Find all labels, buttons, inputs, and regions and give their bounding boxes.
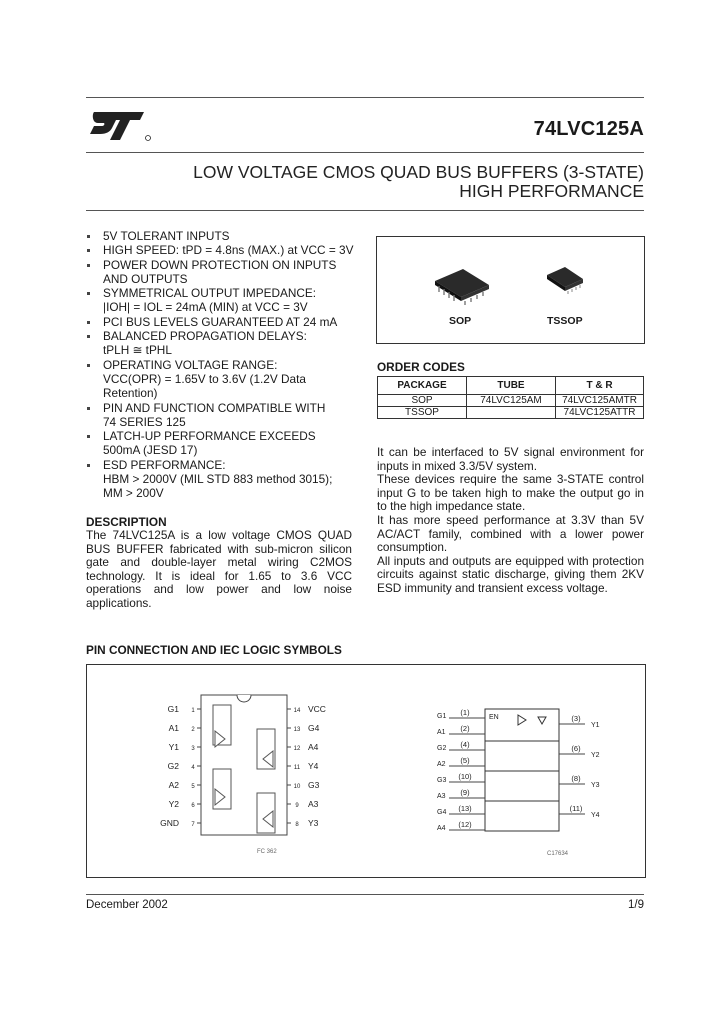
feature-item: POWER DOWN PROTECTION ON INPUTS AND OUTPUTS bbox=[86, 258, 366, 287]
order-codes-heading: ORDER CODES bbox=[377, 360, 465, 374]
feature-item: BALANCED PROPAGATION DELAYS: tPLH ≅ tPHL bbox=[86, 329, 366, 358]
table-cell: 74LVC125ATTR bbox=[556, 407, 644, 419]
iec-input-name: G4 bbox=[437, 809, 447, 816]
iec-input-number: (13) bbox=[458, 804, 472, 813]
pin-number: 6 bbox=[191, 803, 195, 809]
column-header: TUBE bbox=[467, 377, 556, 395]
pin-name: G1 bbox=[167, 704, 179, 714]
top-rule bbox=[86, 97, 644, 98]
right-pin-group bbox=[287, 704, 326, 828]
footer-date: December 2002 bbox=[86, 899, 168, 911]
pin-name: G4 bbox=[308, 723, 320, 733]
footer-page: 1/9 bbox=[628, 899, 644, 911]
pin-name: Y1 bbox=[168, 742, 179, 752]
feature-item: OPERATING VOLTAGE RANGE: VCC(OPR) = 1.65V to 3.6V (1.2V Data Retention) bbox=[86, 358, 366, 401]
pin-number: 3 bbox=[191, 746, 195, 752]
pin-number: 11 bbox=[293, 765, 301, 771]
iec-output-name: Y4 bbox=[591, 812, 600, 819]
iec-input-number: (12) bbox=[458, 820, 472, 829]
iec-input-number: (2) bbox=[460, 724, 470, 733]
iec-input-name: G3 bbox=[437, 777, 447, 784]
title-rule bbox=[86, 152, 644, 153]
pin-connection-heading: PIN CONNECTION AND IEC LOGIC SYMBOLS bbox=[86, 643, 342, 657]
iec-en-label: EN bbox=[489, 714, 499, 721]
iec-input-group bbox=[437, 708, 485, 832]
iec-output-number: (3) bbox=[571, 714, 581, 723]
feature-item: ESD PERFORMANCE: HBM > 2000V (MIL STD 883 method 3015); MM > 200V bbox=[86, 458, 366, 501]
iec-input-name: A3 bbox=[437, 793, 446, 800]
pin-name: GND bbox=[160, 818, 179, 828]
feature-item: PCI BUS LEVELS GUARANTEED AT 24 mA bbox=[86, 315, 366, 329]
pin-name: A4 bbox=[308, 742, 319, 752]
table-row bbox=[378, 395, 644, 407]
pin-connection-figure bbox=[86, 664, 646, 878]
iec-output-name: Y2 bbox=[591, 752, 600, 759]
order-codes-table bbox=[377, 376, 644, 419]
right-column-text bbox=[377, 446, 644, 596]
pin-name: A3 bbox=[308, 799, 319, 809]
part-number: 74LVC125A bbox=[533, 118, 644, 140]
iec-input-name: A4 bbox=[437, 825, 446, 832]
iec-input-name: A1 bbox=[437, 729, 446, 736]
pin-number: 2 bbox=[191, 727, 195, 733]
iec-input-number: (10) bbox=[458, 772, 472, 781]
description-heading: DESCRIPTION bbox=[86, 515, 167, 529]
iec-logic-symbol-icon bbox=[485, 709, 559, 831]
iec-input-name: G1 bbox=[437, 713, 447, 720]
feature-item: PIN AND FUNCTION COMPATIBLE WITH 74 SERIES 125 bbox=[86, 401, 366, 430]
table-cell: 74LVC125AM bbox=[467, 395, 556, 407]
iec-input-number: (5) bbox=[460, 756, 470, 765]
pin-name: A2 bbox=[168, 780, 179, 790]
feature-item: 5V TOLERANT INPUTS bbox=[86, 229, 366, 243]
column-header: T & R bbox=[556, 377, 644, 395]
pin-name: A1 bbox=[168, 723, 179, 733]
sop-label: SOP bbox=[449, 315, 472, 327]
pin-name: G3 bbox=[308, 780, 320, 790]
st-logo bbox=[86, 106, 156, 146]
iec-output-number: (6) bbox=[571, 744, 581, 753]
left-pin-group bbox=[160, 704, 201, 828]
table-header-row bbox=[378, 377, 644, 395]
package-figure bbox=[376, 236, 645, 344]
paragraph: All inputs and outputs are equipped with protection circuits against static discharge, giving them 2KV ESD immunity and transient excess voltage. bbox=[377, 553, 644, 595]
table-row bbox=[378, 407, 644, 419]
pin-number: 14 bbox=[293, 708, 301, 714]
iec-output-number: (8) bbox=[571, 774, 581, 783]
paragraph: It has more speed performance at 3.3V than 5V AC/ACT family, combined with a lower power consumption. bbox=[377, 512, 644, 555]
pin-name: Y3 bbox=[308, 818, 319, 828]
tssop-chip-icon bbox=[547, 267, 583, 294]
subtitle-rule bbox=[86, 210, 644, 211]
table-cell: SOP bbox=[378, 395, 467, 407]
subtitle-line2: HIGH PERFORMANCE bbox=[459, 181, 644, 201]
pin-name: Y4 bbox=[308, 761, 319, 771]
package-chips-icon bbox=[377, 237, 644, 343]
iec-input-number: (1) bbox=[460, 708, 470, 717]
pin-name: Y2 bbox=[168, 799, 179, 809]
iec-output-number: (11) bbox=[569, 804, 583, 813]
footer-rule bbox=[86, 894, 644, 895]
iec-output-group bbox=[559, 714, 600, 819]
table-cell bbox=[467, 407, 556, 419]
iec-figure-code: C17634 bbox=[547, 851, 569, 857]
pin-number: 13 bbox=[293, 727, 301, 733]
table-cell: TSSOP bbox=[378, 407, 467, 419]
table-cell: 74LVC125AMTR bbox=[556, 395, 644, 407]
feature-item: LATCH-UP PERFORMANCE EXCEEDS 500mA (JESD 17) bbox=[86, 429, 366, 458]
pin-number: 1 bbox=[191, 708, 195, 714]
pin-number: 7 bbox=[191, 822, 195, 828]
pin-diagram-svg bbox=[87, 665, 645, 877]
pin-number: 5 bbox=[191, 784, 195, 790]
iec-input-number: (9) bbox=[460, 788, 470, 797]
iec-output-name: Y3 bbox=[591, 782, 600, 789]
iec-input-number: (4) bbox=[460, 740, 470, 749]
features-list bbox=[86, 229, 366, 501]
feature-item: SYMMETRICAL OUTPUT IMPEDANCE: |IOH| = IOL = 24mA (MIN) at VCC = 3V bbox=[86, 286, 366, 315]
paragraph: It can be interfaced to 5V signal environment for inputs in mixed 3.3/5V system. bbox=[377, 445, 644, 473]
pin-name: VCC bbox=[308, 704, 326, 714]
pin-number: 4 bbox=[191, 765, 195, 771]
subtitle-line1: LOW VOLTAGE CMOS QUAD BUS BUFFERS (3-STATE) bbox=[193, 162, 644, 182]
iec-output-name: Y1 bbox=[591, 722, 600, 729]
description-text: The 74LVC125A is a low voltage CMOS QUAD BUS BUFFER fabricated with sub-micron silicon gate and double-layer metal wiring C2MOS technology. It is ideal for 1.65 to 3.6 VCC operations and low power and low noise applications. bbox=[86, 528, 352, 610]
feature-item: HIGH SPEED: tPD = 4.8ns (MAX.) at VCC = 3V bbox=[86, 243, 366, 257]
dip-package-icon bbox=[201, 695, 287, 835]
column-header: PACKAGE bbox=[378, 377, 467, 395]
pin-number: 9 bbox=[295, 803, 299, 809]
pin-name: G2 bbox=[167, 761, 179, 771]
paragraph: These devices require the same 3-STATE control input G to be taken high to make the output go in to the high impedance state. bbox=[377, 472, 644, 514]
pin-number: 8 bbox=[295, 822, 299, 828]
iec-input-name: A2 bbox=[437, 761, 446, 768]
pin-figure-code: FC 362 bbox=[257, 849, 277, 855]
pin-number: 10 bbox=[293, 784, 301, 790]
pin-number: 12 bbox=[293, 746, 301, 752]
sop-chip-icon bbox=[435, 269, 489, 305]
tssop-label: TSSOP bbox=[547, 315, 583, 327]
iec-input-name: G2 bbox=[437, 745, 447, 752]
